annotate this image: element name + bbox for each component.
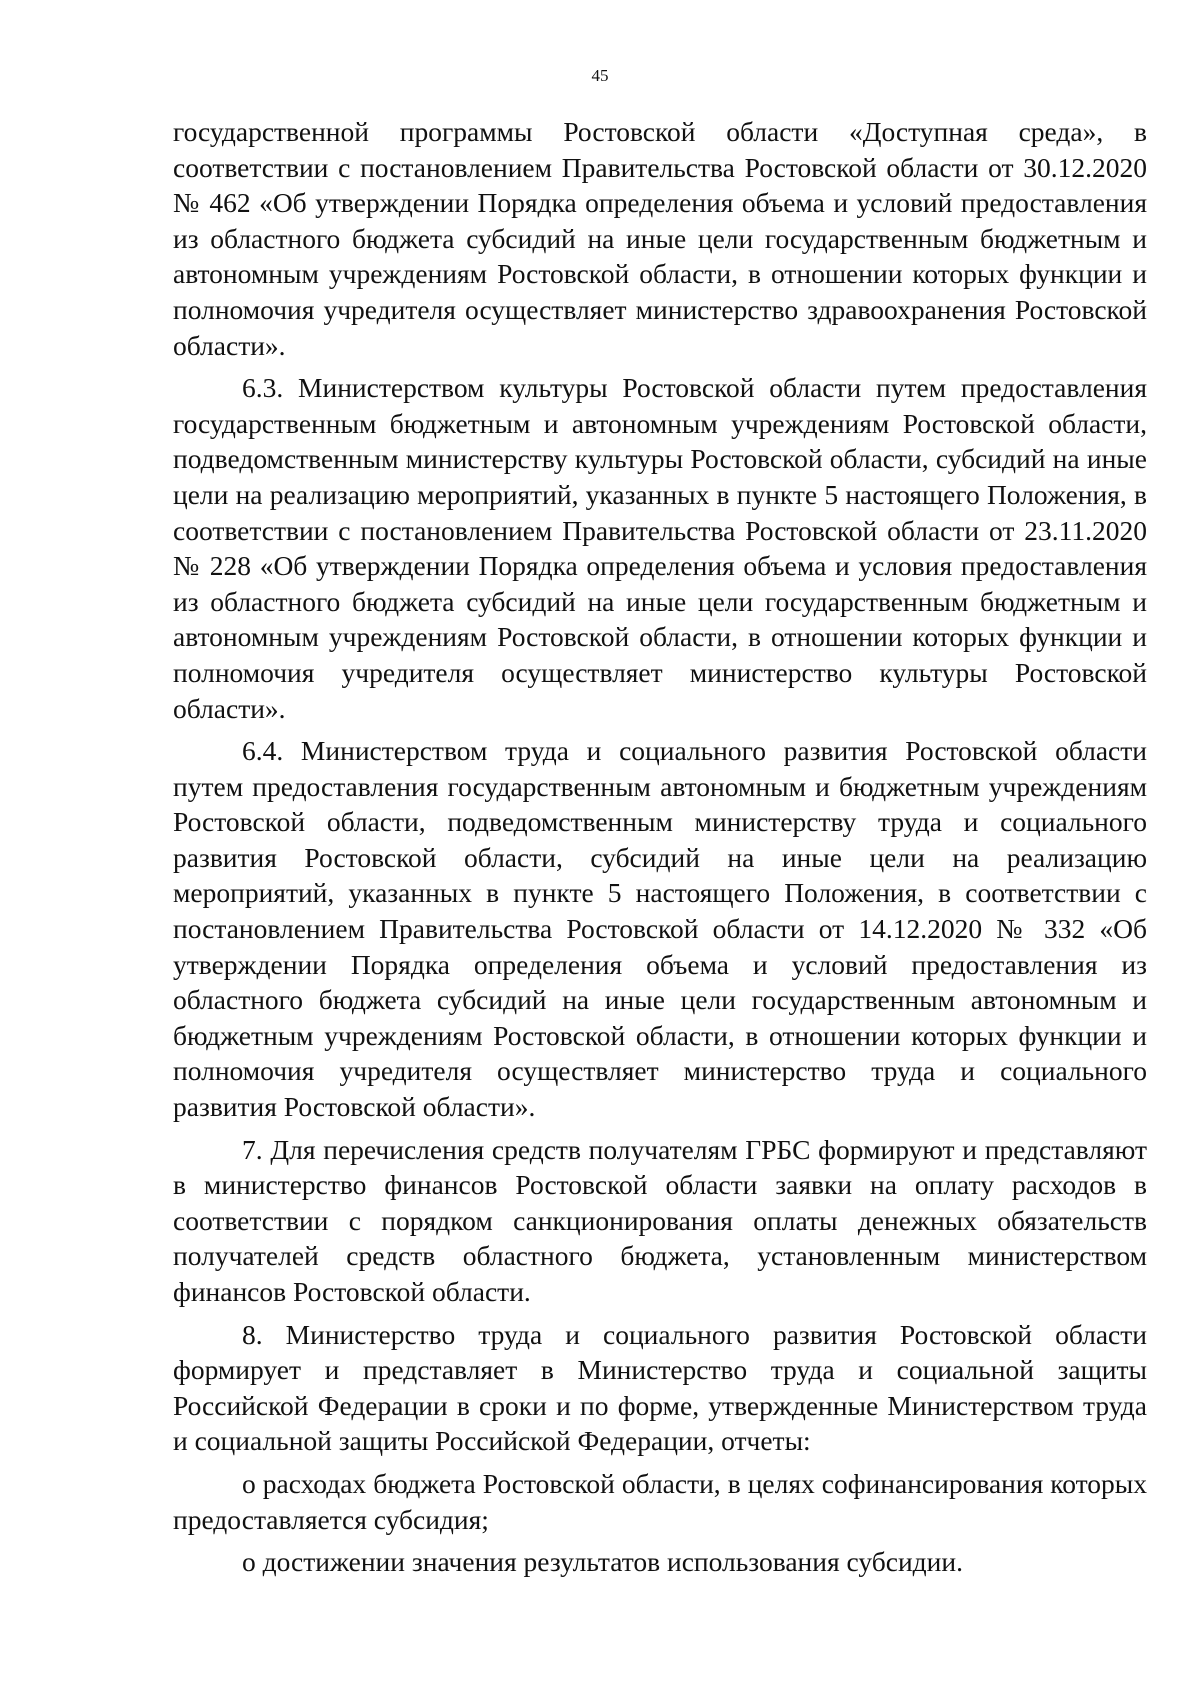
document-body xyxy=(173,114,1147,1587)
page-number: 45 xyxy=(591,66,609,85)
paragraph-8: 8. Министерство труда и социального развития Ростовской области формирует и представляет в Министерство труда и социальной защиты Российской Федерации в сроки и по форме, утвержденные Министерством труда и социальной защиты Российской Федерации, отчеты: xyxy=(173,1318,1147,1457)
paragraph-6-4: 6.4. Министерством труда и социального развития Ростовской области путем предоставления государственным автономным и бюджетным учреждениям Ростовской области, подведомственным министерству труда и социального развития Ростовской области, субсидий на иные цели на реализацию мероприятий, указанных в пункте 5 настоящего Положения, в соответствии с постановлением Правительства Ростовской области от 14.12.2020 № 332 «Об утверждении Порядка определения объема и условий предоставления из областного бюджета субсидий на иные цели государственным автономным и бюджетным учреждениям Ростовской области, в отношении которых функции и полномочия учредителя осуществляет министерство труда и социального развития Ростовской области». xyxy=(173,735,1147,1123)
paragraph-report-expenses: о расходах бюджета Ростовской области, в целях софинансирования которых предоставляется субсидия; xyxy=(173,1467,1147,1535)
paragraph-6-3: 6.3. Министерством культуры Ростовской области путем предоставления государственным бюджетным и автономным учреждениям Ростовской области, подведомственным министерству культуры Ростовской области, субсидий на иные цели на реализацию мероприятий, указанных в пункте 5 настоящего Положения, в соответствии с постановлением Правительства Ростовской области от 23.11.2020 № 228 «Об утверждении Порядка определения объема и условия предоставления из областного бюджета субсидий на иные цели государственным бюджетным и автономным учреждениям Ростовской области, в отношении которых функции и полномочия учредителя осуществляет министерство культуры Ростовской области». xyxy=(173,372,1147,724)
paragraph-report-results: о достижении значения результатов использования субсидии. xyxy=(242,1546,963,1578)
paragraph-7: 7. Для перечисления средств получателям ГРБС формируют и представляют в министерство финансов Ростовской области заявки на оплату расходов в соответствии с порядком санкционирования оплаты денежных обязательств получателей средств областного бюджета, установленным министерством финансов Ростовской области. xyxy=(173,1133,1147,1307)
paragraph-continuation: государственной программы Ростовской области «Доступная среда», в соответствии с постановлением Правительства Ростовской области от 30.12.2020 № 462 «Об утверждении Порядка определения объема и условий предоставления из областного бюджета субсидий на иные цели государственным бюджетным и автономным учреждениям Ростовской области, в отношении которых функции и полномочия учредителя осуществляет министерство здравоохранения Ростовской области». xyxy=(173,116,1147,361)
